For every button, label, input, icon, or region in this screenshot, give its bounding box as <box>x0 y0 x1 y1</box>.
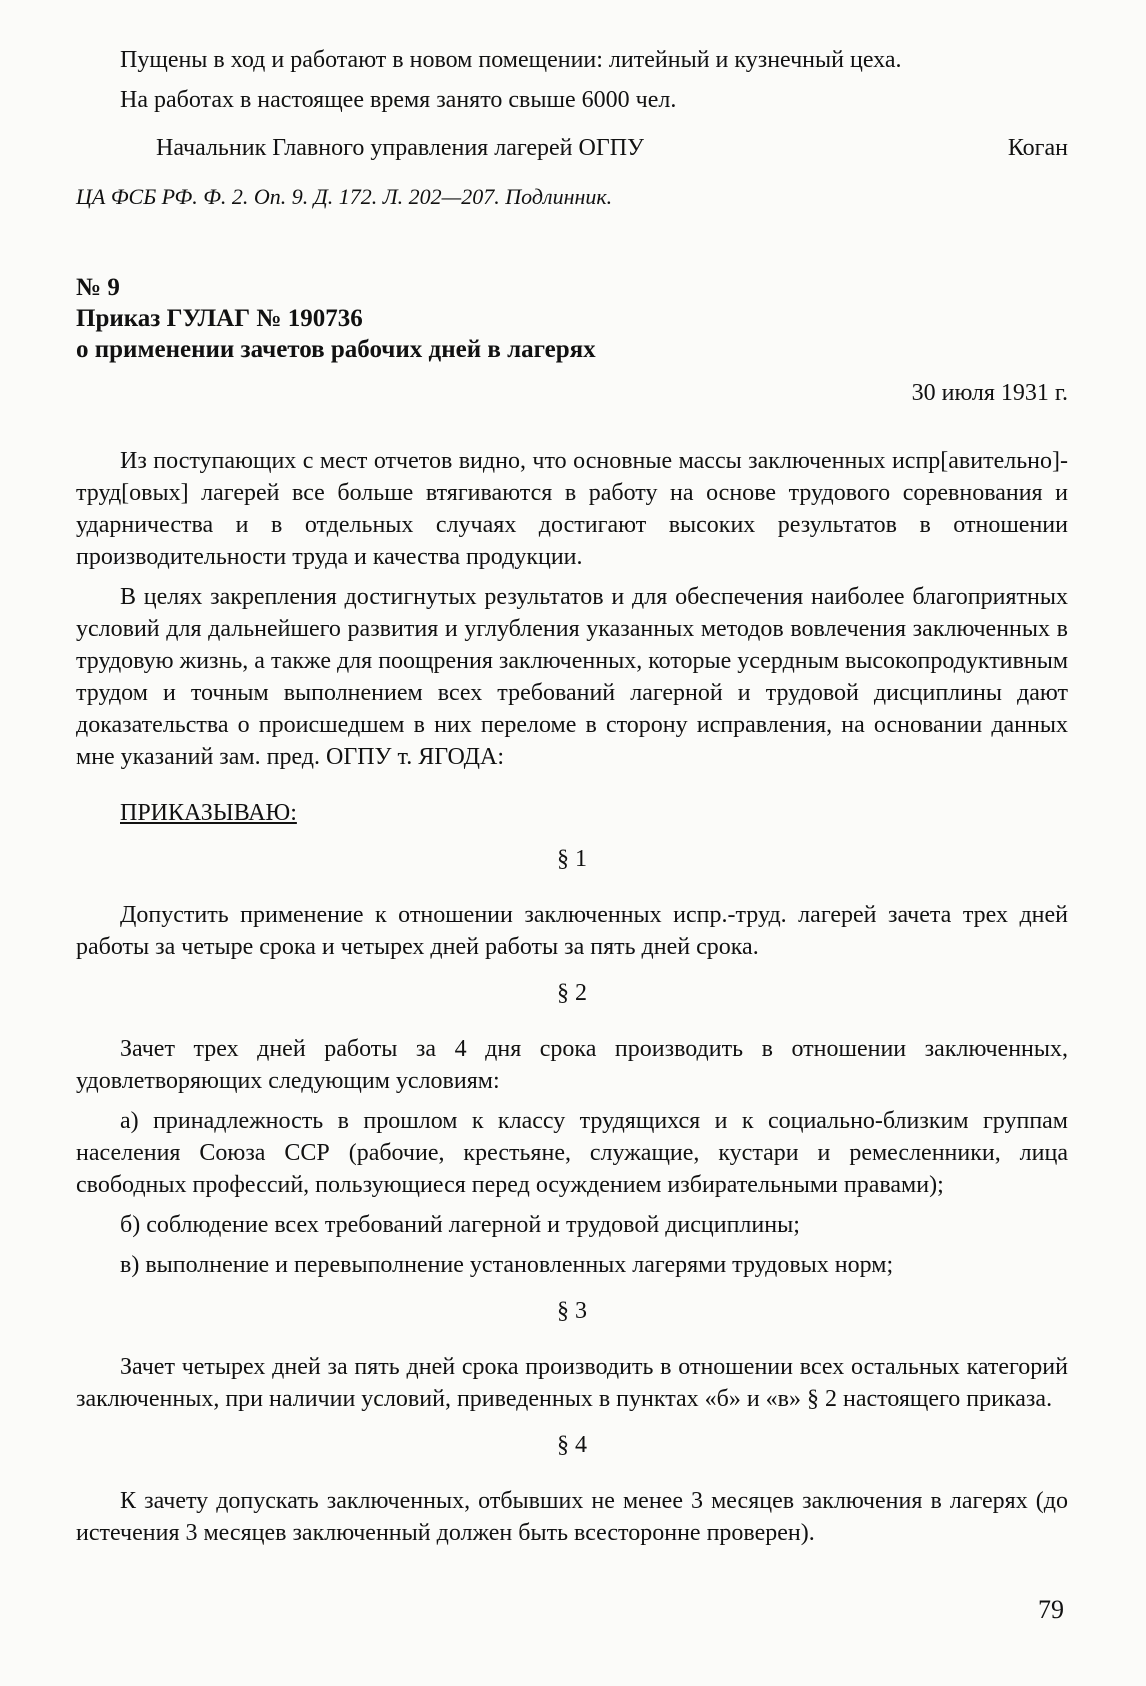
section-2-item-a: а) принадлежность в прошлом к классу трудящихся и к социально-близким группам населения Союза ССР (рабочие, крестьяне, служащие, кустари и ремесленники, лица свободных профессий, пользующиеся перед осуждением избирательными правами); <box>76 1108 1068 1198</box>
section-2-item-b: б) соблюдение всех требований лагерной и трудовой дисциплины; <box>120 1212 800 1238</box>
document-number: № 9 <box>76 274 120 301</box>
document-title-line-2: о применении зачетов рабочих дней в лагерях <box>76 336 596 363</box>
paragraph-2: В целях закрепления достигнутых результатов и для обеспечения наиболее благоприятных условий для дальнейшего развития и углубления указанных методов вовлечения заключенных в трудовую жизнь, а также для поощрения заключенных, которые усердным высокопродуктивным трудом и точным выполнением всех требований лагерной и трудовой дисциплины дают доказательства о происшедшем в них переломе в сторону исправления, на основании данных мне указаний зам. пред. ОГПУ т. ЯГОДА: <box>76 584 1069 770</box>
section-2-item-c: в) выполнение и перевыполнение установленных лагерями трудовых норм; <box>120 1252 894 1278</box>
section-2-title: § 2 <box>557 980 587 1006</box>
section-1-text: Допустить применение к отношении заключенных испр.-труд. лагерей зачета трех дней работы за четыре срока и четырех дней работы за пять дней срока. <box>76 902 1068 960</box>
section-3-text: Зачет четырех дней за пять дней срока производить в отношении всех остальных категорий заключенных, при наличии условий, приведенных в пунктах «б» и «в» § 2 настоящего приказа. <box>76 1354 1068 1412</box>
intro-line-1: Пущены в ход и работают в новом помещении: литейный и кузнечный цеха. <box>120 47 902 73</box>
section-4-text: К зачету допускать заключенных, отбывших не менее 3 месяцев заключения в лагерях (до истечения 3 месяцев заключенный должен быть всесторонне проверен). <box>76 1488 1068 1546</box>
signature-name: Коган <box>1007 135 1068 161</box>
intro-line-2: На работах в настоящее время занято свыше 6000 чел. <box>120 87 677 113</box>
section-3-title: § 3 <box>557 1298 587 1324</box>
paragraph-1: Из поступающих с мест отчетов видно, что основные массы заключенных испр[авительно]-труд[овых] лагерей все больше втягиваются в работу на основе трудового соревнования и ударничества и в отдельных случаях достигают высоких результатов в отношении производительности труда и качества продукции. <box>76 448 1068 570</box>
page-number: 79 <box>1038 1595 1064 1624</box>
document-page <box>76 44 1068 1549</box>
section-2-text: Зачет трех дней работы за 4 дня срока производить в отношении заключенных, удовлетворяющих следующим условиям: <box>76 1036 1068 1094</box>
signature-block <box>76 132 1068 164</box>
signature-title: Начальник Главного управления лагерей ОГПУ <box>156 135 645 161</box>
section-1-title: § 1 <box>557 846 587 872</box>
order-word: ПРИКАЗЫВАЮ: <box>120 800 297 826</box>
archive-source: ЦА ФСБ РФ. Ф. 2. Оп. 9. Д. 172. Л. 202—207. Подлинник. <box>76 184 613 209</box>
section-4-title: § 4 <box>557 1432 587 1458</box>
document-date: 30 июля 1931 г. <box>911 380 1068 406</box>
document-title-line-1: Приказ ГУЛАГ № 190736 <box>76 305 363 332</box>
